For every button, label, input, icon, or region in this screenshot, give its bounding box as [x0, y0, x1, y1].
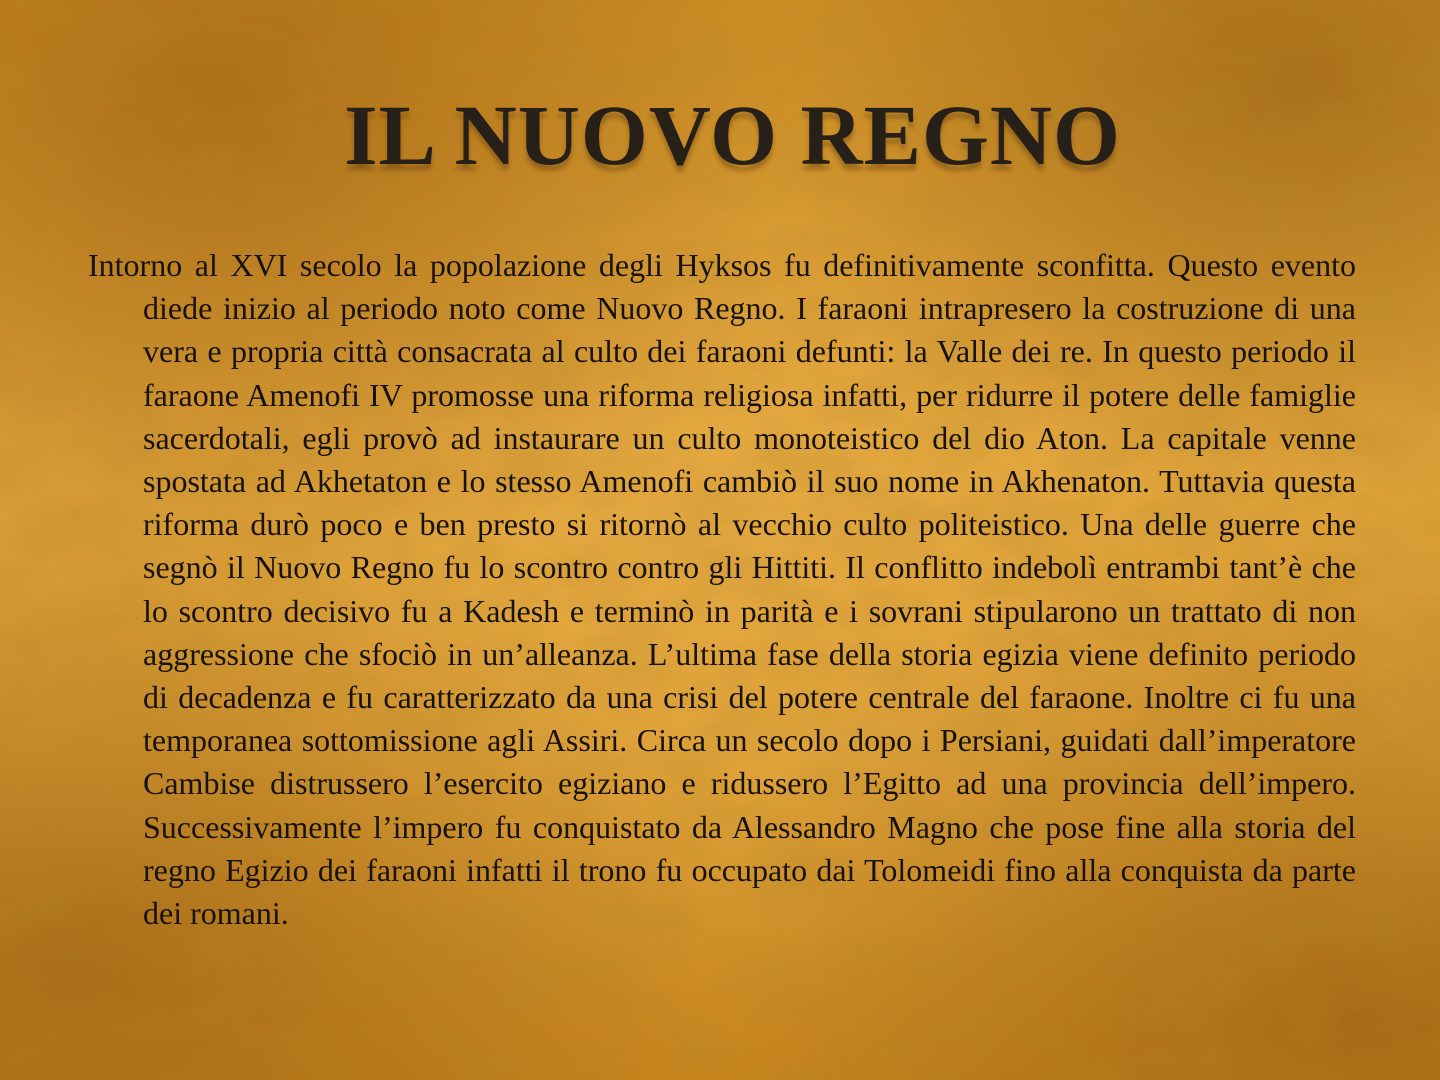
slide-body-paragraph: Intorno al XVI secolo la popolazione degli Hyksos fu definitivamente sconfitta. Questo evento diede inizio al periodo noto come Nuovo Regno. I faraoni intrapresero la costruzione di una vera e propria città consacrata al culto dei faraoni defunti: la Valle dei re. In questo periodo il faraone Amenofi IV promosse una riforma religiosa infatti, per ridurre il potere delle famiglie sacerdotali, egli provò ad instaurare un culto monoteistico del dio Aton. La capitale venne spostata ad Akhetaton e lo stesso Amenofi cambiò il suo nome in Akhenaton. Tuttavia questa riforma durò poco e ben presto si ritornò al vecchio culto politeistico. Una delle guerre che segnò il Nuovo Regno fu lo scontro contro gli Hittiti. Il conflitto indebolì entrambi tant’è che lo scontro decisivo fu a Kadesh e terminò in parità e i sovrani stipularono un trattato di non aggressione che sfociò in un’alleanza. L’ultima fase della storia egizia viene definito periodo di decadenza e fu caratterizzato da una crisi del potere centrale del faraone. Inoltre ci fu una temporanea sottomissione agli Assiri. Circa un secolo dopo i Persiani, guidati dall’imperatore Cambise distrussero l’esercito egiziano e ridussero l’Egitto ad una provincia dell’impero. Successivamente l’impero fu conquistato da Alessandro Magno che pose fine alla storia del regno Egizio dei faraoni infatti il trono fu occupato dai Tolomeidi fino alla conquista da parte dei romani. [88, 247, 1356, 932]
slide-title: IL NUOVO REGNO [344, 87, 1121, 183]
